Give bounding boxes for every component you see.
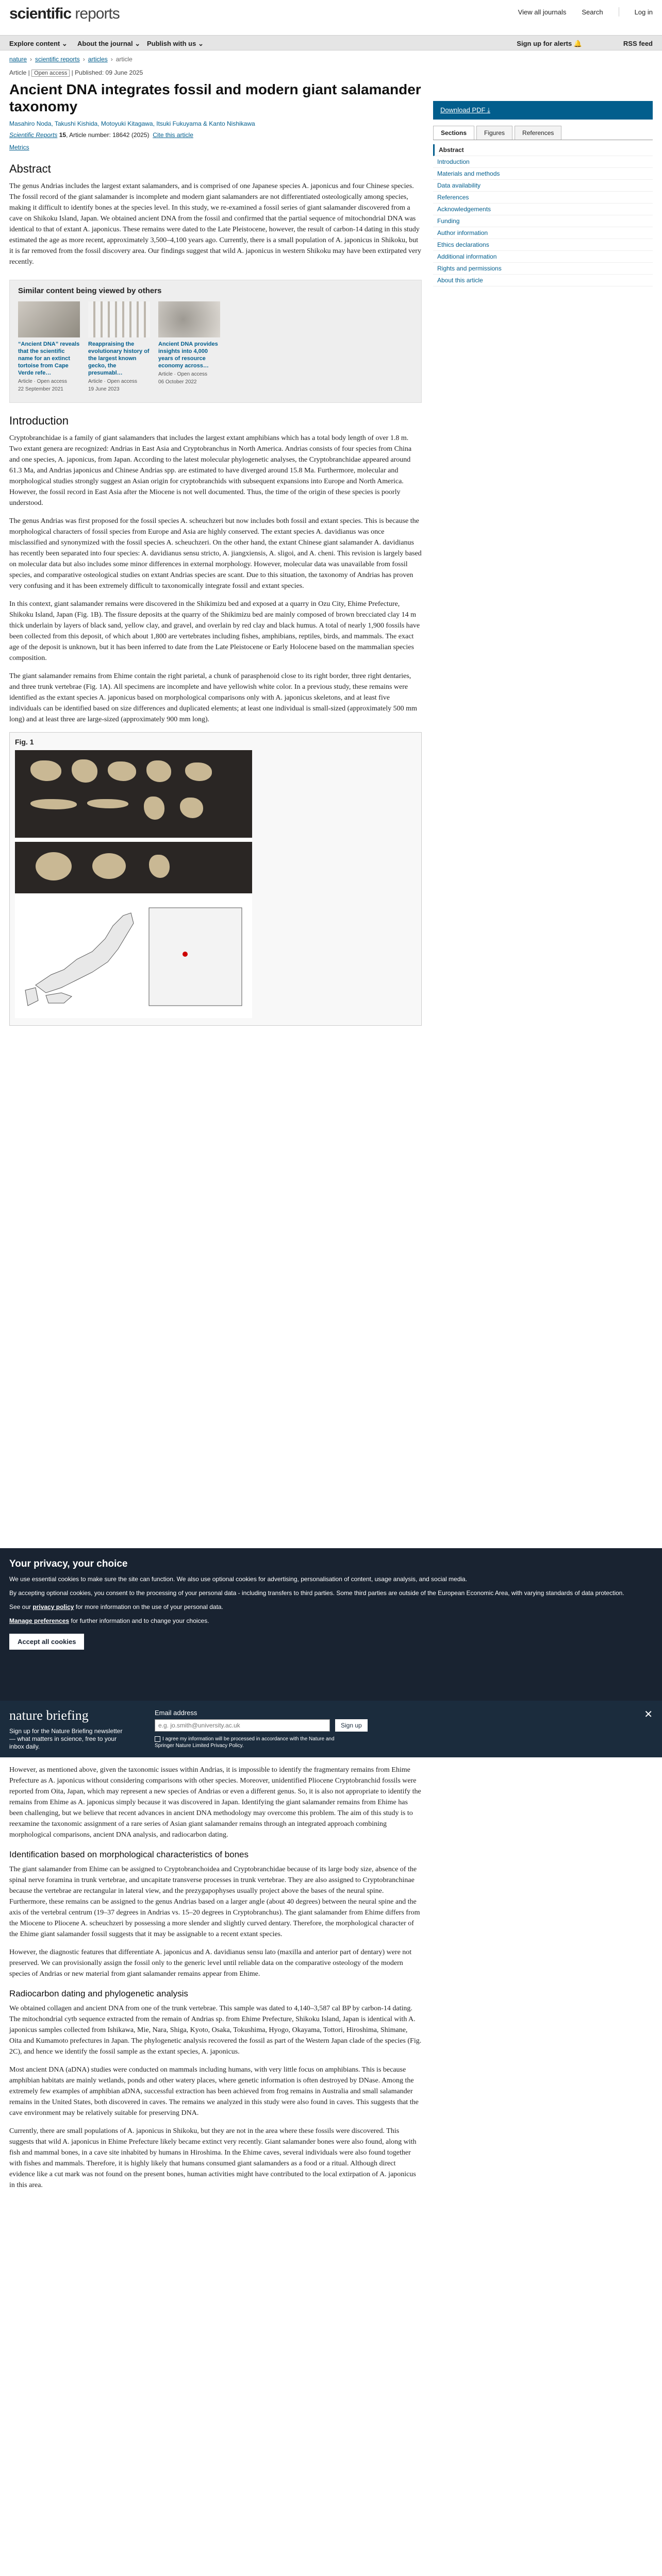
similar-date: 06 October 2022 [158,379,197,385]
section-link-acknowledgements[interactable]: Acknowledgements [433,204,653,215]
download-pdf-button[interactable]: Download PDF ⤓ [433,101,653,120]
similar-thumbnail [88,301,150,337]
section-link-additional-information[interactable]: Additional information [433,251,653,263]
close-icon[interactable]: ✕ [644,1709,653,1720]
consent-checkbox-row[interactable] [155,1736,340,1749]
similar-content-heading: Similar content being viewed by others [18,286,162,295]
paragraph: Currently, there are small populations of A. japonicus in Shikoku, but they are not in the area where these fossils were discovered. This suggests that wild A. japonicus in Ehime Prefecture likely became extinct very recently. Giant salamander bones were also found, along with fish and mammal bones, in a cave site inhabited by humans in Hiroshima. In the Ehime caves, several individuals were also found together with fishes and mammals. Therefore, it is highly likely that humans consumed giant salamanders as a food or a ritual. Although direct evidence like a cut mark was not found on the present bones, human activities might have contributed to the local extirpation of A. japonicus in this area. [9,2127,417,2189]
abstract-text: The genus Andrias includes the largest extant salamanders, and is comprised of one Japanese species A. japonicus and four Chinese species. The fossil record of the giant salamander is incomplete and modern giant salamanders are not differentiated osteologically among species, making it difficult to identify bones at the species level. In this study, we re-examined a fossil series of giant salamander discovered from a cave on Shikoku Island, Japan. We obtained ancient DNA from the fossil and confirmed that the partial sequence of mitochondrial DNA was identical to that of extant A. japonicus. These remains were dated to the Late Pleistocene, however, the result of carbon-14 dating in this study estimated the age as more recent, approximately 3,500–4,100 years ago. Currently, there is a small population of A. japonicus in Shikoku, but it is far removed from the fossil discovery area. Our findings suggest that wild A. japonicus in western Shikoku may have been extirpated very recently. [9,182,421,266]
figure-label: Fig. 1 [15,738,34,746]
morphology-heading: Identification based on morphological characteristics of bones [9,1850,249,1859]
similar-content-panel [9,280,422,403]
manage-preferences-link[interactable]: Manage preferences [9,1617,70,1624]
figure-1[interactable] [9,732,422,1026]
breadcrumb-article: article [115,56,133,63]
sidebar-tabs [433,126,653,140]
similar-thumbnail [18,301,80,337]
newsletter-pitch: Sign up for the Nature Briefing newsletter — what matters in science, free to your inbox daily. [9,1727,123,1750]
fossil-bone [185,762,212,781]
similar-meta: Article · Open access [18,379,68,384]
section-link-data-availability[interactable]: Data availability [433,180,653,192]
cookie-text: See our privacy policy for more information on the use of your personal data. [9,1603,223,1611]
similar-thumbnail [158,301,220,337]
fossil-bone [146,760,171,782]
similar-meta: Article · Open access [88,379,138,384]
search-link[interactable]: Search [582,8,603,16]
explore-content-menu[interactable]: Explore content ⌄ [9,40,68,47]
section-link-ethics[interactable]: Ethics declarations [433,239,653,251]
section-list [433,140,653,286]
fossil-bone [149,855,170,878]
breadcrumb-nature[interactable]: nature [9,56,27,63]
paragraph: We obtained collagen and ancient DNA from one of the trunk vertebrae. This sample was dated to 4,140–3,587 cal BP by carbon-14 dating. The mitochondrial cytb sequence extracted from the remain of Andrias sp. from Ehime Prefecture, Shikoku Island, Japan is identical with A. japonicus samples collected from Ishikawa, Mie, Nara, Shiga, Kyoto, Osaka, Tokushima, Hyogo, Okayama, Tottori, Hiroshima, Shimane, Oita and Kumamoto prefectures in Japan. The phylogenetic analysis recovered the fossil as part of the Western Japan clade of the species (Fig. 2C), and hence we identify the fossil sample as the extant species, A. japonicus. [9,2005,422,2056]
fossil-photo-panel [15,842,252,893]
journal-logo[interactable]: scientific reports [9,5,120,22]
article-type: Article [9,69,27,76]
about-journal-menu[interactable]: About the journal ⌄ [77,40,141,47]
fossil-bone [87,799,128,808]
section-link-about[interactable]: About this article [433,275,653,286]
radiocarbon-heading: Radiocarbon dating and phylogenetic analysis [9,1989,188,1998]
paragraph: However, as mentioned above, given the taxonomic issues within Andrias, it is impossible to identify the fragmentary remains from Ehime Prefecture as A. japonicus without considering comparisons with other species. Moreover, unidentified Pliocene Cryptobranchid fossils were reported from Oita, Japan, which may represent a new species of Andrias or even a different genus. So, it is also not appropriate to identify the remains from Ehime as A. japonicus simply because it was discovered in Japan. Identifying the giant salamander remains from Ehime has been challenging, but we believe that recent advances in ancient DNA methodology may overcome this problem. The aim of this study is to reexamine the taxonomic assignment of a rare series of Asian giant salamander remains through an integrated approach combining morphological comparisons, ancient DNA analysis, and radiocarbon dating. [9,1766,421,1839]
cookie-text: We use essential cookies to make sure the site can function. We also use optional cookies for advertising, personalisation of content, usage analysis, and social media. [9,1575,468,1583]
cookie-heading: Your privacy, your choice [9,1558,128,1569]
login-link[interactable]: Log in [634,8,653,16]
paragraph: However, the diagnostic features that differentiate A. japonicus and A. davidianus sensu lato (maxilla and anterior part of dentary) were not preserved. We can provisionally assign the fossil only to the generic level until reliable data on the comparative osteology of the modern species of Andrias or new material from giant salamander remains appear from Ehime. [9,1948,412,1978]
metrics-link[interactable]: Metrics [9,144,29,151]
cookie-banner [0,1548,662,1701]
fossil-bone [30,760,61,781]
similar-date: 19 June 2023 [88,386,120,392]
article-meta: Article | Open access | Published: 09 June 2025 [9,69,143,76]
article-body [9,66,422,1035]
fossil-bone [30,799,77,809]
privacy-policy-link[interactable]: privacy policy [32,1603,74,1611]
citation-line [9,131,422,139]
fossil-photo-panel [15,750,252,838]
journal-link[interactable]: Scientific Reports [9,131,58,139]
section-link-author-information[interactable]: Author information [433,227,653,239]
tab-sections[interactable]: Sections [433,126,474,140]
paragraph: In this context, giant salamander remains were discovered in the Shikimizu bed and exposed at a quarry in Ozu City, Ehime Prefecture, Shikoku Island, Japan (Fig. 1B). The fissure deposits at the quarry of the Shikimizu bed are mainly composed of brown brecciated clay 14 m thick underlain by layers of black sand, yellow clay, and gravel, and overlain by red clay and black humus. A total of nearly 1,900 fossils have been collected from this deposit, of which about 1,800 are vertebrates including fishes, amphibians, reptiles, birds, and mammals. The exact age of the deposit is unknown, but it has been inferred to date from the Late Pleistocene or Early Holocene based on the mammalian species composition. [9,600,420,662]
site-header [0,0,662,35]
similar-card[interactable] [18,301,80,392]
paragraph: The genus Andrias was first proposed for the fossil species A. scheuchzeri but now includes both fossil and extant species. This is because the morphological characters of fossil species from Europe and Asia are highly conserved. The extant species A. davidianus was once misclassified and synonymized with the fossil species A. scheuchzeri. On the other hand, the extant Chinese giant salamander A. davidianus has recently been separated into four species: A. davidianus sensu stricto, A. jiangxiensis, A. sligoi, and A. cheni. This revision is largely based on molecular data but also includes some minor differences in external morphology. However, molecular data was unavailable from fossil species, and comparative osteological studies on extant Andrias species are scant. Due to this situation, the taxonomy of Andrias has proven very confusing and it has been extremely difficult to taxonomically integrate fossil and extant species. [9,517,422,590]
figure-image[interactable] [15,750,252,1018]
volume: 15 [59,131,67,139]
fossil-bone [36,852,72,880]
section-link-funding[interactable]: Funding [433,215,653,227]
email-label: Email address [155,1709,197,1717]
section-link-introduction[interactable]: Introduction [433,156,653,168]
rss-feed-link[interactable]: RSS feed [623,40,653,47]
section-link-references[interactable]: References [433,192,653,204]
consent-checkbox[interactable] [155,1736,160,1742]
introduction-heading: Introduction [9,414,69,427]
nature-briefing-logo: nature briefing [9,1708,89,1723]
email-field[interactable] [155,1719,330,1732]
japan-map-icon [15,897,252,1018]
map-panel [15,897,252,1018]
paragraph: Most ancient DNA (aDNA) studies were conducted on mammals including humans, with very little focus on amphibians. This is because amphibian habitats are mainly wetlands, ponds and other watery places, where genetic information is often destroyed by DNase. Among the extremely few examples of amphibian aDNA, successful extraction has been achieved from frog remains in Australia and small salamander remains in the United States, both discovered in caves. The remains we analyzed in this study were also found in caves. This suggests that the cave environment may be relatively suitable for preserving DNA. [9,2066,419,2117]
section-link-materials[interactable]: Materials and methods [433,168,653,180]
similar-title[interactable]: “Ancient DNA” reveals that the scientific name for an extinct tortoise from Cape Verde refe… [18,341,80,376]
breadcrumb-articles[interactable]: articles [88,56,108,63]
similar-card[interactable] [88,301,150,392]
similar-title[interactable]: Reappraising the evolutionary history of the largest known gecko, the presumabl… [88,341,150,376]
fossil-bone [180,798,203,818]
article-body-continued [9,1765,422,2198]
paragraph: Cryptobranchidae is a family of giant salamanders that includes the largest extant amphibians which has a total body length of over 1.8 m. Two extant genera are recognized: Andrias in East Asia and Cryptobranchus in North America. Andrias consists of four species from China and one species, A. japonicus, from Japan. According to the latest molecular phylogenetic analyses, the Cryptobranchidae appeared around 61.3 Ma, and Andrias japonicus and Chinese Andrias spp. are estimated to have diverged around 15.8 Ma. Furthermore, molecular and morphological studies strongly suggest an Asian origin for cryptobranchids with subsequent expansions into Europe and North America. However, the fossil record in East Asia after the Miocene is not well documented. Thus, the time of the origin of these species is poorly understood. [9,434,412,507]
open-access-badge[interactable]: Open access [31,70,70,77]
publish-menu[interactable]: Publish with us ⌄ [147,40,204,47]
author-list[interactable]: Masahiro Noda, Takushi Kishida, Motoyuki Kitagawa, Itsuki Fukuyama & Kanto Nishikawa [9,120,255,127]
similar-card[interactable] [158,301,220,392]
section-link-abstract[interactable]: Abstract [433,144,653,156]
sign-up-alerts-link[interactable]: Sign up for alerts 🔔 [517,40,582,47]
paragraph: The giant salamander from Ehime can be assigned to Cryptobranchoidea and Cryptobranchidae because of its large body size, absence of the spinal nerve foramina in trunk vertebrae, and uncapitate transverse processes in trunk vertebrae. They are also assigned to Cryptobranchinae because the vertebrae are rectangular in lateral view, and the prezygapophyses usually project above the bases of the neural spine. Furthermore, these remains can be assigned to the genus Andrias based on a larger angle (about 40 degrees) between the neural spine and the axis of the vertebral centrum (19–37 degrees in Andrias vs. 15–20 degrees in Cryptobranchus). The giant salamander from Ehime differs from the Miocene to Pliocene A. scheuchzeri by possessing a more slender and slightly curved dentary. Therefore, the morphological character of the Ehime giant salamander fossil suggests that it may be assignable to a recent extant species. [9,1866,420,1938]
fossil-bone [108,761,136,781]
accept-cookies-button[interactable]: Accept all cookies [9,1634,84,1650]
abstract-heading: Abstract [9,162,51,175]
similar-meta: Article · Open access [158,371,208,377]
breadcrumb: nature › scientific reports › articles › article [9,56,133,63]
fossil-bone [144,796,164,820]
newsletter-banner [0,1701,662,1757]
page-title: Ancient DNA integrates fossil and modern giant salamander taxonomy [9,81,421,114]
sidebar [433,101,653,286]
section-link-rights[interactable]: Rights and permissions [433,263,653,275]
main-nav [0,35,662,50]
tab-references[interactable]: References [515,126,561,140]
sign-up-button[interactable]: Sign up [335,1719,368,1732]
cookie-text: Manage preferences for further information and to change your choices. [9,1617,209,1624]
article-number: , Article number: 18642 (2025) [66,131,150,139]
cite-this-article-link[interactable]: Cite this article [153,131,193,139]
published-date: Published: 09 June 2025 [75,69,143,76]
tab-figures[interactable]: Figures [476,126,512,140]
consent-text: I agree my information will be processed in accordance with the Nature and Springer Nature Limited Privacy Policy. [155,1736,335,1749]
cookie-text: By accepting optional cookies, you consent to the processing of your personal data - including transfers to third parties. Some third parties are outside of the European Economic Area, with varying standards of data protection. [9,1589,624,1597]
similar-date: 22 September 2021 [18,386,63,392]
view-all-journals-link[interactable]: View all journals [518,8,567,16]
fossil-bone [72,759,97,783]
similar-title[interactable]: Ancient DNA provides insights into 4,000 years of resource economy across… [158,341,218,369]
paragraph: The giant salamander remains from Ehime contain the right parietal, a chunk of parasphenoid close to its right border, three right dentaries, and three trunk vertebrae (Fig. 1A). All specimens are incomplete and have yellowish white color. In a previous study, these remains were identified as the extant species A. japonicus based on morphological comparisons only with A. japonicus skeletons, and at least five individuals can be identified based on size differences and duplicated elements; at least one individual is small-sized (approximately 500 mm long) and at least three are large-sized (approximately 900 mm long). [9,672,417,723]
breadcrumb-scientific-reports[interactable]: scientific reports [35,56,80,63]
fossil-bone [92,853,126,879]
